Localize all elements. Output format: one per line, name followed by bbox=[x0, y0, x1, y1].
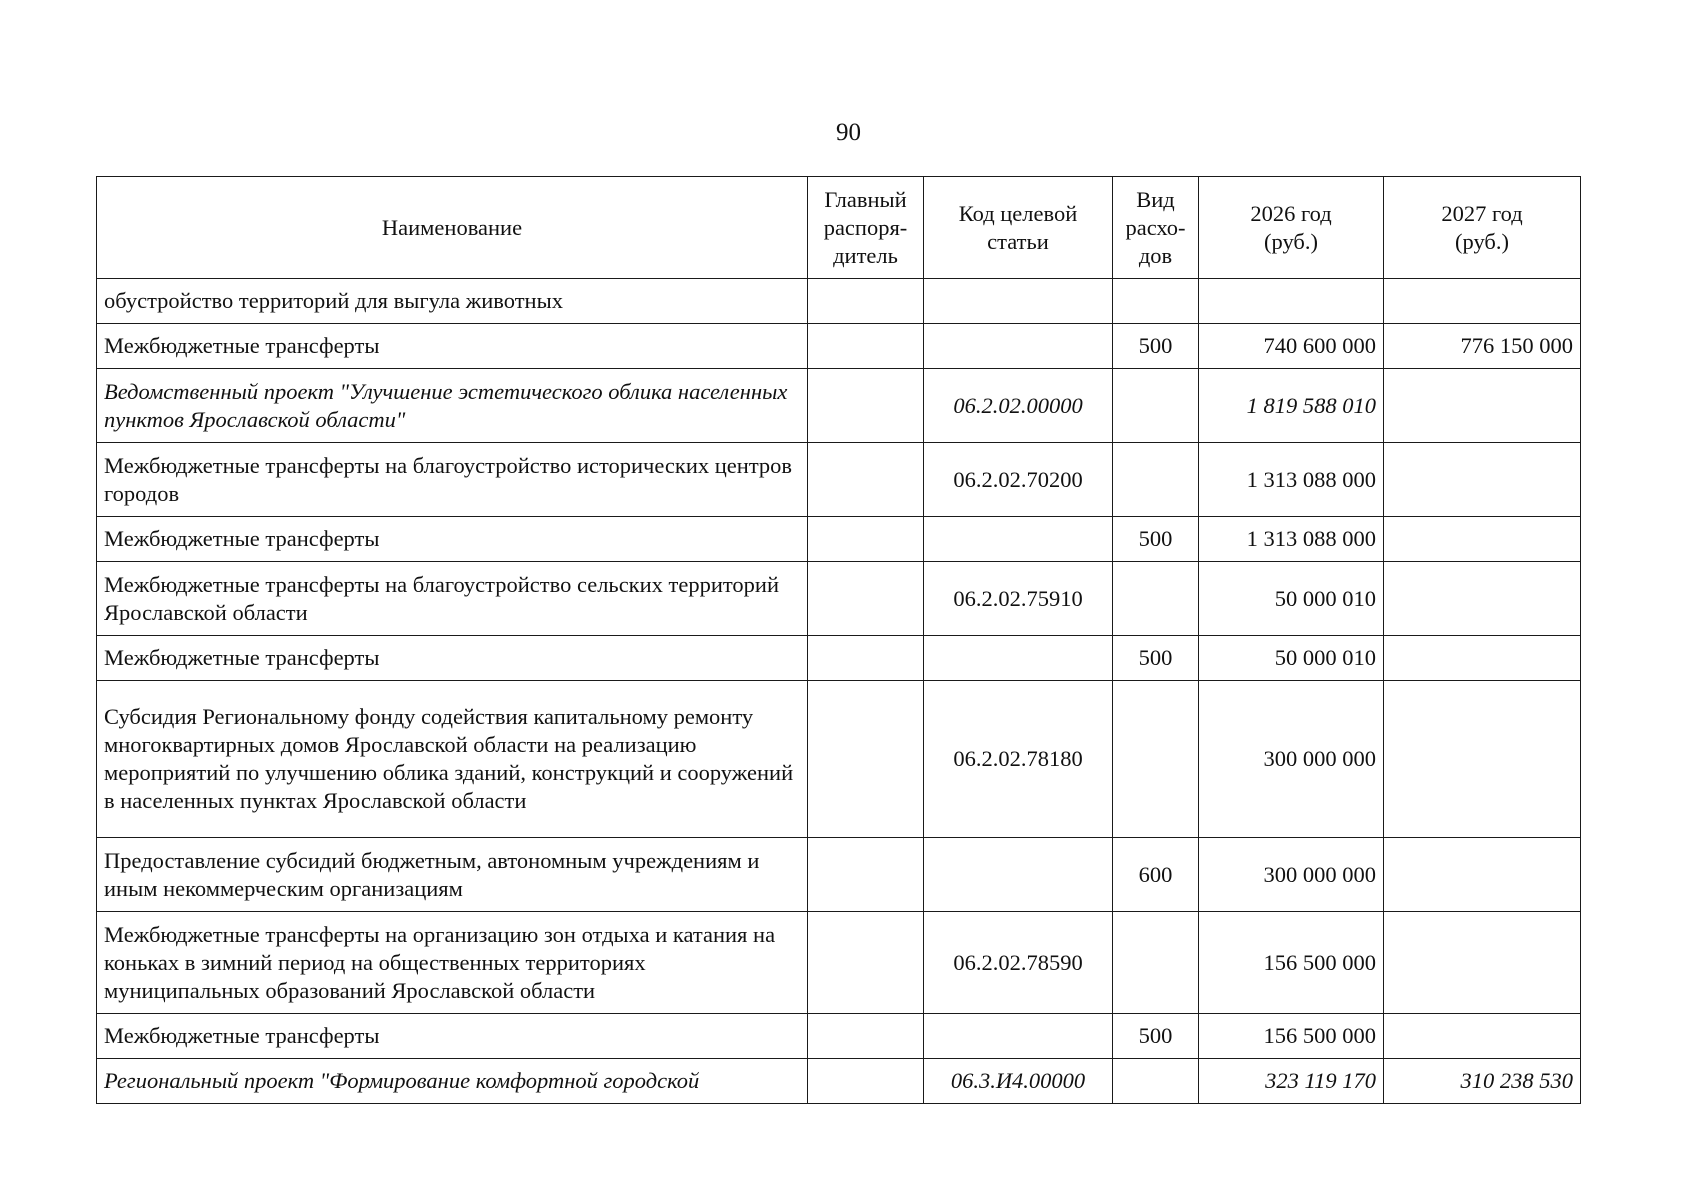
header-2026 bbox=[1199, 177, 1384, 279]
cell-code: 06.3.И4.00000 bbox=[924, 1059, 1113, 1104]
header-manager-line: дитель bbox=[833, 242, 898, 268]
cell-2026: 300 000 000 bbox=[1199, 681, 1384, 838]
cell-2027 bbox=[1384, 279, 1581, 324]
cell-2026 bbox=[1199, 279, 1384, 324]
table-row bbox=[97, 838, 1581, 912]
cell-2026: 50 000 010 bbox=[1199, 636, 1384, 681]
table-row bbox=[97, 517, 1581, 562]
header-name-label: Наименование bbox=[381, 214, 523, 240]
cell-type: 500 bbox=[1113, 636, 1199, 681]
header-name bbox=[97, 177, 808, 279]
header-manager bbox=[808, 177, 924, 279]
header-type bbox=[1113, 177, 1199, 279]
table-row bbox=[97, 279, 1581, 324]
table-row bbox=[97, 1014, 1581, 1059]
cell-manager bbox=[808, 324, 924, 369]
cell-code bbox=[924, 838, 1113, 912]
cell-2027 bbox=[1384, 838, 1581, 912]
cell-type bbox=[1113, 681, 1199, 838]
header-manager-line: Главный bbox=[824, 186, 907, 212]
cell-type bbox=[1113, 443, 1199, 517]
cell-type bbox=[1113, 369, 1199, 443]
cell-name: Региональный проект "Формирование комфортной городской bbox=[97, 1059, 808, 1104]
table-row bbox=[97, 443, 1581, 517]
table-row bbox=[97, 681, 1581, 838]
cell-name: Межбюджетные трансферты bbox=[97, 517, 808, 562]
cell-manager bbox=[808, 1014, 924, 1059]
header-code-line: Код целевой bbox=[958, 200, 1078, 226]
cell-type bbox=[1113, 279, 1199, 324]
cell-code: 06.2.02.00000 bbox=[924, 369, 1113, 443]
cell-2027 bbox=[1384, 369, 1581, 443]
cell-type bbox=[1113, 562, 1199, 636]
cell-manager bbox=[808, 681, 924, 838]
header-type-line: Вид bbox=[1136, 186, 1175, 212]
cell-code: 06.2.02.75910 bbox=[924, 562, 1113, 636]
cell-2027: 310 238 530 bbox=[1384, 1059, 1581, 1104]
cell-2027 bbox=[1384, 562, 1581, 636]
cell-code bbox=[924, 279, 1113, 324]
cell-type: 600 bbox=[1113, 838, 1199, 912]
table-row bbox=[97, 562, 1581, 636]
cell-2027 bbox=[1384, 517, 1581, 562]
header-2026-line: 2026 год bbox=[1250, 200, 1332, 226]
cell-2026: 323 119 170 bbox=[1199, 1059, 1384, 1104]
table-row bbox=[97, 636, 1581, 681]
cell-name: Межбюджетные трансферты bbox=[97, 1014, 808, 1059]
cell-code bbox=[924, 1014, 1113, 1059]
cell-code: 06.2.02.78180 bbox=[924, 681, 1113, 838]
header-row bbox=[97, 177, 1581, 279]
cell-2027: 776 150 000 bbox=[1384, 324, 1581, 369]
table-row bbox=[97, 324, 1581, 369]
table-row bbox=[97, 912, 1581, 1014]
cell-code bbox=[924, 517, 1113, 562]
header-type-line: дов bbox=[1138, 242, 1173, 268]
cell-manager bbox=[808, 369, 924, 443]
cell-code bbox=[924, 324, 1113, 369]
table-body bbox=[97, 279, 1581, 1104]
header-manager-line: распоря- bbox=[823, 214, 908, 240]
cell-name: Межбюджетные трансферты bbox=[97, 636, 808, 681]
cell-code bbox=[924, 636, 1113, 681]
cell-2026: 50 000 010 bbox=[1199, 562, 1384, 636]
cell-type bbox=[1113, 912, 1199, 1014]
header-type-line: расхо- bbox=[1125, 214, 1186, 240]
cell-name: обустройство территорий для выгула животных bbox=[97, 279, 808, 324]
cell-manager bbox=[808, 838, 924, 912]
cell-2027 bbox=[1384, 636, 1581, 681]
cell-type: 500 bbox=[1113, 517, 1199, 562]
budget-table bbox=[96, 176, 1581, 1104]
cell-2026: 1 819 588 010 bbox=[1199, 369, 1384, 443]
cell-name: Межбюджетные трансферты на благоустройство исторических центров городов bbox=[97, 443, 808, 517]
cell-2027 bbox=[1384, 1014, 1581, 1059]
cell-manager bbox=[808, 562, 924, 636]
cell-2026: 1 313 088 000 bbox=[1199, 517, 1384, 562]
header-code bbox=[924, 177, 1113, 279]
header-2026-line: (руб.) bbox=[1264, 228, 1318, 254]
cell-2027 bbox=[1384, 912, 1581, 1014]
cell-2026: 740 600 000 bbox=[1199, 324, 1384, 369]
table-row bbox=[97, 1059, 1581, 1104]
cell-manager bbox=[808, 636, 924, 681]
cell-2026: 156 500 000 bbox=[1199, 1014, 1384, 1059]
cell-code: 06.2.02.70200 bbox=[924, 443, 1113, 517]
cell-manager bbox=[808, 517, 924, 562]
cell-manager bbox=[808, 1059, 924, 1104]
header-2027-line: 2027 год bbox=[1441, 200, 1523, 226]
cell-manager bbox=[808, 279, 924, 324]
cell-2026: 156 500 000 bbox=[1199, 912, 1384, 1014]
cell-2026: 1 313 088 000 bbox=[1199, 443, 1384, 517]
cell-code: 06.2.02.78590 bbox=[924, 912, 1113, 1014]
cell-2026: 300 000 000 bbox=[1199, 838, 1384, 912]
header-2027-line: (руб.) bbox=[1455, 228, 1509, 254]
cell-type: 500 bbox=[1113, 1014, 1199, 1059]
cell-manager bbox=[808, 912, 924, 1014]
cell-manager bbox=[808, 443, 924, 517]
header-2027 bbox=[1384, 177, 1581, 279]
cell-2027 bbox=[1384, 443, 1581, 517]
page-number: 90 bbox=[836, 119, 861, 146]
table-row bbox=[97, 369, 1581, 443]
cell-name: Межбюджетные трансферты на организацию зон отдыха и катания на коньках в зимний период на общественных территориях муниципальных образований Ярославской области bbox=[97, 912, 808, 1014]
cell-name: Предоставление субсидий бюджетным, автономным учреждениям и иным некоммерческим организациям bbox=[97, 838, 808, 912]
cell-name: Межбюджетные трансферты bbox=[97, 324, 808, 369]
table-header bbox=[97, 177, 1581, 279]
cell-type bbox=[1113, 1059, 1199, 1104]
cell-name: Межбюджетные трансферты на благоустройство сельских территорий Ярославской области bbox=[97, 562, 808, 636]
header-code-line: статьи bbox=[987, 228, 1049, 254]
cell-name: Ведомственный проект "Улучшение эстетического облика населенных пунктов Ярославской области" bbox=[97, 369, 808, 443]
cell-type: 500 bbox=[1113, 324, 1199, 369]
cell-name: Субсидия Региональному фонду содействия капитальному ремонту многоквартирных домов Ярославской области на реализацию мероприятий по улучшению облика зданий, конструкций и сооружений в населенных пунктах Ярославской области bbox=[97, 681, 808, 838]
cell-2027 bbox=[1384, 681, 1581, 838]
